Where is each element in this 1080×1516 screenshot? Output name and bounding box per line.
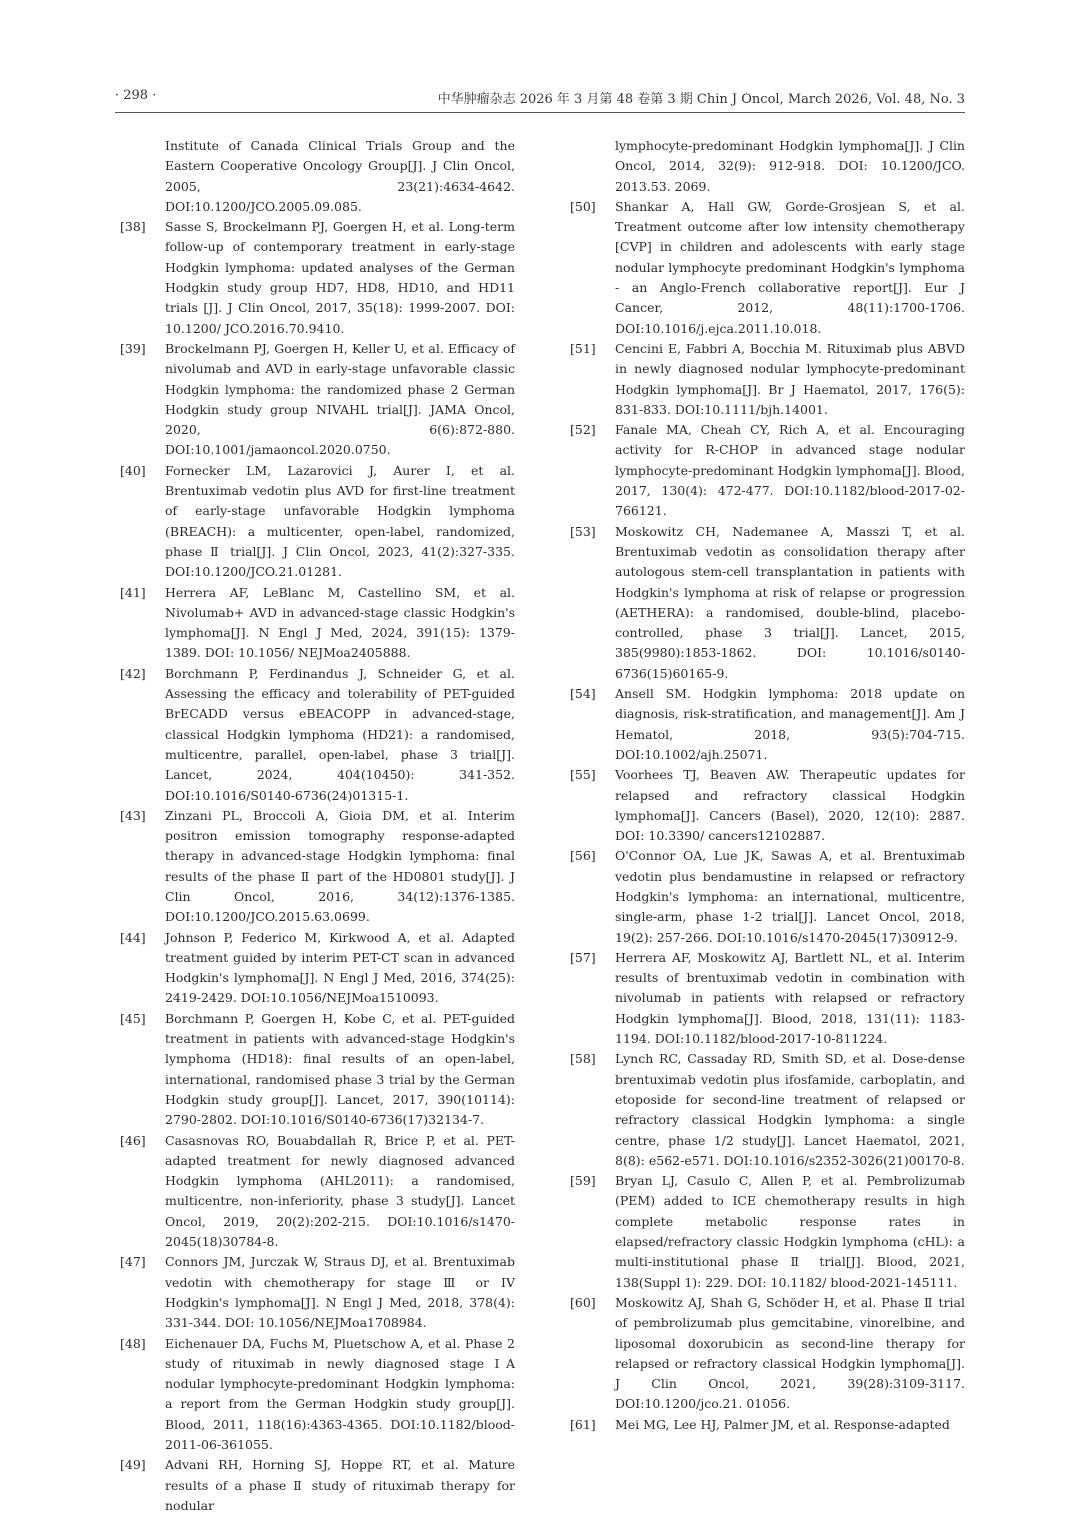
reference-list (115, 217, 515, 1516)
page-number: · 298 · (115, 88, 157, 103)
reference-entry (115, 461, 515, 583)
reference-text: Bryan LJ, Casulo C, Allen P, et al. Pembrolizumab (PEM) added to ICE chemotherapy results in high complete metabolic response rates in elapsed/refractory classic Hodgkin lymphoma (cHL): a multi-institutional phase Ⅱ trial[J]. Blood, 2021, 138(Suppl 1): 229. DOI: 10.1182/ blood-2021-145111. (615, 1173, 965, 1290)
reference-entry (115, 1334, 515, 1456)
reference-number: [49] (120, 1457, 146, 1473)
reference-text: Herrera AF, Moskowitz AJ, Bartlett NL, et al. Interim results of brentuximab vedotin in combination with nivolumab in patients with relapsed or refractory Hodgkin lymphoma[J]. Blood, 2018, 131(11): 1183-1194. DOI:10.1182/blood-2017-10-811224. (615, 949, 965, 1047)
reference-entry (565, 420, 965, 521)
reference-number: [42] (120, 665, 146, 681)
reference-text: Zinzani PL, Broccoli A, Gioia DM, et al. Interim positron emission tomography response-adapted therapy in advanced-stage Hodgkin lymphoma: final results of the phase Ⅱ part of the HD0801 study[J]. J Clin Oncol, 2016, 34(12):1376-1385. DOI:10.1200/JCO.2015.63.0699. (165, 807, 515, 925)
reference-number: [39] (120, 340, 146, 356)
right-column (565, 136, 965, 1435)
reference-number: [54] (570, 686, 596, 702)
reference-number: [55] (570, 767, 596, 783)
reference-number: [44] (120, 929, 146, 945)
reference-entry (565, 765, 965, 846)
reference-number: [45] (120, 1010, 146, 1026)
reference-entry (115, 806, 515, 928)
reference-number: [50] (570, 198, 596, 214)
reference-text: O'Connor OA, Lue JK, Sawas A, et al. Brentuximab vedotin plus bendamustine in relapsed or refractory Hodgkin's lymphoma: an international, multicentre, single-arm, phase 1-2 trial[J]. Lancet Oncol, 2018, 19(2): 257-266. DOI:10.1016/s1470-2045(17)30912-9. (615, 848, 965, 945)
reference-list (565, 197, 965, 1435)
reference-text: Lynch RC, Cassaday RD, Smith SD, et al. Dose-dense brentuximab vedotin plus ifosfamide, carboplatin, and etoposide for second-line treatment of relapsed or refractory classical Hodgkin lymphoma: a single centre, phase 1/2 study[J]. Lancet Haematol, 2021, 8(8): e562-e571. DOI:10.1016/s2352-3026(21)00170-8. (615, 1051, 965, 1168)
reference-entry (115, 217, 515, 339)
reference-text: Borchmann P, Ferdinandus J, Schneider G, et al. Assessing the efficacy and tolerability of PET-guided BrECADD versus eBEACOPP in advanced-stage, classical Hodgkin lymphoma (HD21): a randomised, multicentre, parallel, open-label, phase 3 trial[J]. Lancet, 2024, 404(10450): 341-352. DOI:10.1016/S0140-6736(24)01315-1. (165, 665, 515, 803)
reference-number: [59] (570, 1173, 596, 1189)
reference-entry (565, 339, 965, 420)
reference-number: [57] (570, 949, 596, 965)
reference-number: [61] (570, 1416, 596, 1432)
reference-entry (565, 948, 965, 1049)
reference-number: [51] (570, 340, 596, 356)
reference-text: Connors JM, Jurczak W, Straus DJ, et al. Brentuximab vedotin with chemotherapy for stage Ⅲ or IV Hodgkin's lymphoma[J]. N Engl J Med, 2018, 378(4): 331-344. DOI: 10.1056/NEJMoa1708984. (165, 1254, 515, 1331)
reference-text: Sasse S, Brockelmann PJ, Goergen H, et al. Long-term follow-up of contemporary treatment in early-stage Hodgkin lymphoma: updated analyses of the German Hodgkin study group HD7, HD8, HD10, and HD11 trials [J]. J Clin Oncol, 2017, 35(18): 1999-2007. DOI: 10.1200/ JCO.2016.70.9410. (165, 219, 515, 336)
reference-text: Mei MG, Lee HJ, Palmer JM, et al. Response-adapted (615, 1416, 950, 1432)
reference-entry (115, 1131, 515, 1253)
reference-continuation: lymphocyte-predominant Hodgkin lymphoma[J]. J Clin Oncol, 2014, 32(9): 912-918. DOI: 10.1200/JCO. 2013.53. 2069. (615, 138, 965, 194)
reference-continuation: Institute of Canada Clinical Trials Group and the Eastern Cooperative Oncology Group[J]. J Clin Oncol, 2005, 23(21):4634-4642. DOI:10.1200/JCO.2005.09.085. (165, 138, 515, 214)
reference-text: Moskowitz AJ, Shah G, Schöder H, et al. Phase Ⅱ trial of pembrolizumab plus gemcitabine, vinorelbine, and liposomal doxorubicin as second-line therapy for relapsed or refractory classical Hodgkin lymphoma[J]. J Clin Oncol, 2021, 39(28):3109-3117. DOI:10.1200/jco.21. 01056. (615, 1294, 965, 1412)
reference-entry (115, 664, 515, 806)
reference-number: [40] (120, 462, 146, 478)
reference-text: Moskowitz CH, Nademanee A, Masszi T, et al. Brentuximab vedotin as consolidation therapy after autologous stem-cell transplantation in patients with Hodgkin's lymphoma at risk of relapse or progression (AETHERA): a randomised, double-blind, placebo-controlled, phase 3 trial[J]. Lancet, 2015, 385(9980):1853-1862. DOI: 10.1016/s0140-6736(15)60165-9. (615, 523, 965, 681)
reference-text: Voorhees TJ, Beaven AW. Therapeutic updates for relapsed and refractory classical Hodgkin lymphoma[J]. Cancers (Basel), 2020, 12(10): 2887. DOI: 10.3390/ cancers12102887. (615, 767, 965, 844)
reference-text: Herrera AF, LeBlanc M, Castellino SM, et al. Nivolumab+ AVD in advanced-stage classic Hodgkin's lymphoma[J]. N Engl J Med, 2024, 391(15): 1379-1389. DOI: 10.1056/ NEJMoa2405888. (165, 584, 515, 661)
reference-text: Borchmann P, Goergen H, Kobe C, et al. PET-guided treatment in patients with advanced-stage Hodgkin's lymphoma (HD18): final results of an open-label, international, randomised phase 3 trial by the German Hodgkin study group[J]. Lancet, 2017, 390(10114): 2790-2802. DOI:10.1016/S0140-6736(17)32134-7. (165, 1010, 515, 1128)
reference-number: [58] (570, 1051, 596, 1067)
reference-entry (565, 1171, 965, 1293)
reference-entry (115, 1009, 515, 1131)
reference-number: [48] (120, 1335, 146, 1351)
reference-entry (565, 1415, 965, 1435)
reference-entry (565, 197, 965, 339)
reference-entry (115, 339, 515, 461)
reference-number: [52] (570, 422, 596, 438)
reference-text: Eichenauer DA, Fuchs M, Pluetschow A, et al. Phase 2 study of rituximab in newly diagnosed stage ⅠA nodular lymphocyte-predominant Hodgkin lymphoma: a report from the German Hodgkin study group[J]. Blood, 2011, 118(16):4363-4365. DOI:10.1182/blood-2011-06-361055. (165, 1335, 515, 1452)
left-column (115, 136, 515, 1516)
reference-text: Shankar A, Hall GW, Gorde-Grosjean S, et al. Treatment outcome after low intensity chemotherapy [CVP] in children and adolescents with early stage nodular lymphocyte predominant Hodgkin's lymphoma - an Anglo-French collaborative report[J]. Eur J Cancer, 2012, 48(11):1700-1706. DOI:10.1016/j.ejca.2011.10.018. (615, 198, 965, 336)
reference-text: Fanale MA, Cheah CY, Rich A, et al. Encouraging activity for R-CHOP in advanced stage nodular lymphocyte-predominant Hodgkin lymphoma[J]. Blood, 2017, 130(4): 472-477. DOI:10.1182/blood-2017-02-766121. (615, 422, 965, 519)
reference-entry (565, 1049, 965, 1171)
reference-number: [41] (120, 584, 146, 600)
reference-entry (565, 684, 965, 765)
reference-number: [53] (570, 523, 596, 539)
reference-entry (115, 1455, 515, 1516)
reference-text: Cencini E, Fabbri A, Bocchia M. Rituximab plus ABVD in newly diagnosed nodular lymphocyte-predominant Hodgkin lymphoma[J]. Br J Haematol, 2017, 176(5): 831-833. DOI:10.1111/bjh.14001. (615, 340, 965, 417)
journal-citation: 中华肿瘤杂志 2026 年 3 月第 48 卷第 3 期 Chin J Oncol, March 2026, Vol. 48, No. 3 (437, 92, 965, 107)
reference-text: Ansell SM. Hodgkin lymphoma: 2018 update on diagnosis, risk-stratification, and management[J]. Am J Hematol, 2018, 93(5):704-715. DOI:10.1002/ajh.25071. (615, 686, 965, 762)
reference-number: [43] (120, 807, 146, 823)
reference-number: [38] (120, 219, 146, 235)
page-header (0, 86, 1080, 110)
reference-entry (115, 1252, 515, 1333)
reference-number: [56] (570, 848, 596, 864)
reference-number: [47] (120, 1254, 146, 1270)
reference-number: [60] (570, 1294, 596, 1310)
reference-number: [46] (120, 1132, 146, 1148)
reference-entry (115, 583, 515, 664)
reference-text: Brockelmann PJ, Goergen H, Keller U, et al. Efficacy of nivolumab and AVD in early-stage unfavorable classic Hodgkin lymphoma: the randomized phase 2 German Hodgkin study group NIVAHL trial[J]. JAMA Oncol, 2020, 6(6):872-880. DOI:10.1001/jamaoncol.2020.0750. (165, 340, 515, 458)
reference-entry (115, 928, 515, 1009)
header-divider (115, 112, 965, 113)
reference-text: Johnson P, Federico M, Kirkwood A, et al. Adapted treatment guided by interim PET-CT scan in advanced Hodgkin's lymphoma[J]. N Engl J Med, 2016, 374(25): 2419-2429. DOI:10.1056/NEJMoa1510093. (165, 929, 515, 1006)
reference-text: Advani RH, Horning SJ, Hoppe RT, et al. Mature results of a phase Ⅱ study of rituximab therapy for nodular (165, 1457, 515, 1513)
reference-text: Casasnovas RO, Bouabdallah R, Brice P, et al. PET-adapted treatment for newly diagnosed advanced Hodgkin lymphoma (AHL2011): a randomised, multicentre, non-inferiority, phase 3 study[J]. Lancet Oncol, 2019, 20(2):202-215. DOI:10.1016/s1470-2045(18)30784-8. (165, 1132, 515, 1250)
reference-entry (565, 522, 965, 684)
reference-text: Fornecker LM, Lazarovici J, Aurer I, et al. Brentuximab vedotin plus AVD for first-line treatment of early-stage unfavorable Hodgkin lymphoma (BREACH): a multicenter, open-label, randomized, phase Ⅱ trial[J]. J Clin Oncol, 2023, 41(2):327-335. DOI:10.1200/JCO.21.01281. (165, 462, 515, 580)
reference-entry (565, 1293, 965, 1415)
reference-entry (565, 846, 965, 947)
